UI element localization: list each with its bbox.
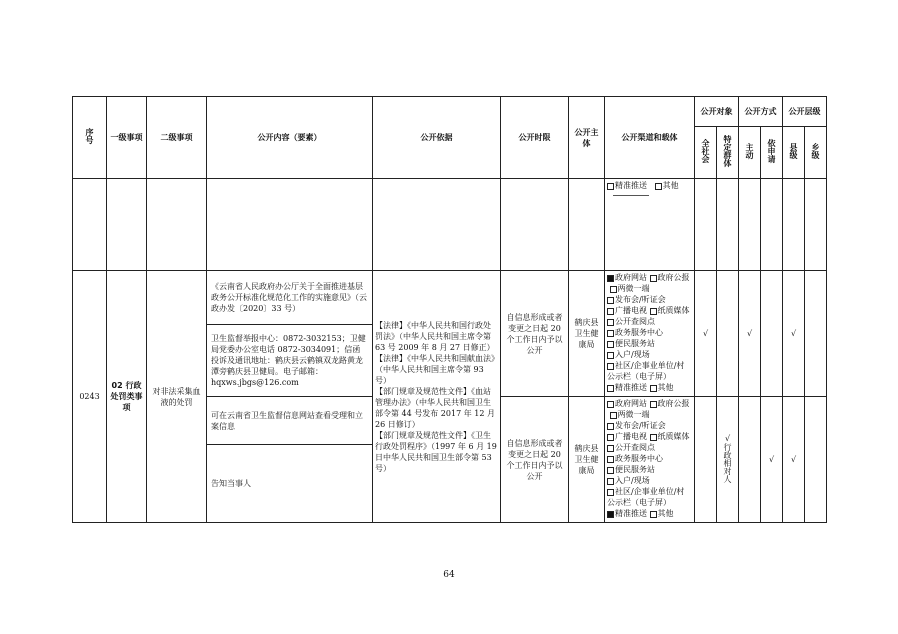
check-method-request-1 — [761, 271, 783, 397]
header-audience: 公开对象 — [695, 97, 739, 127]
checkbox-icon — [650, 434, 657, 441]
checkbox-icon — [607, 308, 614, 315]
header-audience-specific: 特定群体 — [717, 127, 739, 179]
header-tier-township: 乡级 — [805, 127, 827, 179]
check-tier-township-1 — [805, 271, 827, 397]
time-limit-2: 自信息形成或者变更之日起 20 个工作日内予以公开 — [501, 397, 569, 523]
item-level2: 对非法采集血液的处罚 — [147, 271, 207, 523]
checkbox-icon — [650, 401, 657, 408]
header-tier-county: 县级 — [783, 127, 805, 179]
checkbox-icon — [607, 363, 614, 370]
checkbox-icon — [607, 401, 614, 408]
subject-1: 鹤庆县卫生健康局 — [569, 271, 605, 397]
checkbox-icon — [607, 456, 614, 463]
carryover-channels: 精准推送 其他 — [605, 179, 695, 271]
header-subject: 公开主体 — [569, 97, 605, 179]
channels-2: 政府网站 政府公报 两微一端 发布会/听证会 广播电视 纸质媒体 公开查阅点 政务服务中心 便民服务站 入户/现场 社区/企事业单位/村公示栏（电子屏） 精准推送 其他 — [605, 397, 695, 523]
checkbox-icon — [650, 511, 657, 518]
header-level1: 一级事项 — [107, 97, 147, 179]
content-contacts: 卫生监督举报中心：0872-3032153；卫健局党委办公室电话 0872-3034091；信函投诉及通讯地址：鹤庆县云鹤镇双龙路黄龙潭旁鹤庆县卫健局。电子邮箱：hqxws.jbgs@126.com — [207, 325, 373, 397]
channels-1: 政府网站 政府公报 两微一端 发布会/听证会 广播电视 纸质媒体 公开查阅点 政务服务中心 便民服务站 入户/现场 社区/企事业单位/村公示栏（电子屏） 精准推送 其他 — [605, 271, 695, 397]
checkbox-icon — [607, 341, 614, 348]
check-tier-county-1: √ — [783, 271, 805, 397]
item-basis: 【法律】《中华人民共和国行政处罚法》（中华人民共和国主席令第 63 号 2009 年 8 月 27 日修正） 【法律】《中华人民共和国献血法》（中华人民共和国主席令第 93 号） 【部门规章及规范性文件】《血站管理办法》（中华人民共和国卫生部令第 44 号发布 2017 年 12 月 26 日修订） 【部门规章及规范性文件】《卫生行政处罚程序》（1997 年 6 月 19 日中华人民共和国卫生部令第 53 号） — [373, 271, 501, 523]
checkbox-icon — [607, 330, 614, 337]
header-method: 公开方式 — [739, 97, 783, 127]
checked-box-icon — [607, 275, 614, 282]
checkbox-icon — [607, 467, 614, 474]
check-method-active-2 — [739, 397, 761, 523]
header-channels: 公开渠道和载体 — [605, 97, 695, 179]
check-tier-county-2: √ — [783, 397, 805, 523]
checkbox-icon — [607, 445, 614, 452]
checkbox-icon — [607, 423, 614, 430]
check-audience-all-2 — [695, 397, 717, 523]
checkbox-icon — [650, 385, 657, 392]
divider — [613, 195, 649, 196]
header-level2: 二级事项 — [147, 97, 207, 179]
checkbox-icon — [607, 385, 614, 392]
checkbox-icon — [650, 275, 657, 282]
header-method-active: 主动 — [739, 127, 761, 179]
checkbox-icon — [607, 434, 614, 441]
header-seq: 序号 — [73, 97, 107, 179]
check-audience-all-1: √ — [695, 271, 717, 397]
check-tier-township-2 — [805, 397, 827, 523]
check-audience-specific-2: √行政相对人 — [717, 397, 739, 523]
subject-2: 鹤庆县卫生健康局 — [569, 397, 605, 523]
table-row — [73, 271, 827, 325]
page-number: 64 — [443, 570, 455, 580]
header-content: 公开内容（要素） — [207, 97, 373, 179]
checkbox-icon — [607, 489, 614, 496]
header-method-request: 依申请 — [761, 127, 783, 179]
checkbox-icon — [655, 183, 662, 190]
content-notify-party: 告知当事人 — [207, 445, 373, 523]
check-method-request-2: √ — [761, 397, 783, 523]
header-time-limit: 公开时限 — [501, 97, 569, 179]
checkbox-icon — [607, 478, 614, 485]
check-audience-specific-1 — [717, 271, 739, 397]
item-seq: 0243 — [73, 271, 107, 523]
header-tier: 公开层级 — [783, 97, 827, 127]
checked-box-icon — [607, 511, 614, 518]
time-limit-1: 自信息形成或者变更之日起 20 个工作日内予以公开 — [501, 271, 569, 397]
checkbox-icon — [607, 319, 614, 326]
content-policy-doc: 《云南省人民政府办公厅关于全面推进基层政务公开标准化规范化工作的实施意见》（云政办发〔2020〕33 号） — [207, 271, 373, 325]
checkbox-icon — [650, 308, 657, 315]
header-basis: 公开依据 — [373, 97, 501, 179]
disclosure-table — [72, 96, 827, 523]
checkbox-icon — [610, 412, 617, 419]
checkbox-icon — [607, 352, 614, 359]
check-method-active-1: √ — [739, 271, 761, 397]
item-level1: 02 行政处罚类事项 — [107, 271, 147, 523]
checkbox-icon — [607, 183, 614, 190]
checkbox-icon — [610, 286, 617, 293]
header-audience-all: 全社会 — [695, 127, 717, 179]
checkbox-icon — [607, 297, 614, 304]
content-website-info: 可在云南省卫生监督信息网站查看受理和立案信息 — [207, 397, 373, 445]
carryover-row — [73, 179, 827, 271]
